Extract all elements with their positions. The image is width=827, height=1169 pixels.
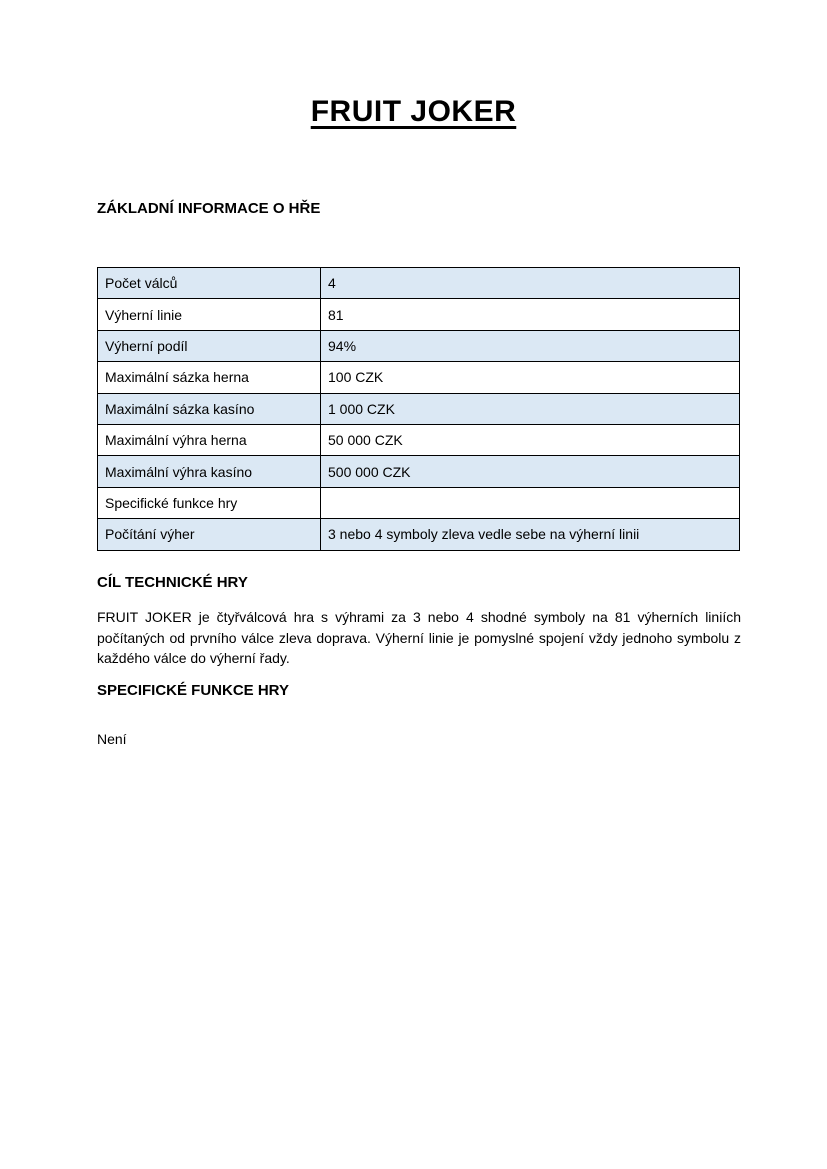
table-row	[98, 393, 740, 424]
document-title-row	[0, 95, 827, 129]
table-row	[98, 268, 740, 299]
row-label-cell: Výherní linie	[98, 299, 321, 330]
row-value-cell: 3 nebo 4 symboly zleva vedle sebe na výherní linii	[321, 519, 740, 550]
row-value-cell: 100 CZK	[321, 362, 740, 393]
row-value-cell: 4	[321, 268, 740, 299]
heading-basic-info: ZÁKLADNÍ INFORMACE O HŘE	[97, 200, 321, 217]
table-row	[98, 330, 740, 361]
row-label-cell: Výherní podíl	[98, 330, 321, 361]
row-value-cell: 1 000 CZK	[321, 393, 740, 424]
row-label-cell: Maximální výhra herna	[98, 424, 321, 455]
table-row	[98, 519, 740, 550]
row-label-cell: Maximální výhra kasíno	[98, 456, 321, 487]
table-row	[98, 299, 740, 330]
table-row	[98, 487, 740, 518]
row-value-cell: 94%	[321, 330, 740, 361]
game-info-table	[97, 267, 740, 551]
table-row	[98, 362, 740, 393]
row-label-cell: Počet válců	[98, 268, 321, 299]
row-value-cell: 50 000 CZK	[321, 424, 740, 455]
row-label-cell: Specifické funkce hry	[98, 487, 321, 518]
heading-specific-functions: SPECIFICKÉ FUNKCE HRY	[97, 682, 289, 699]
heading-goal: CÍL TECHNICKÉ HRY	[97, 574, 248, 591]
table-row	[98, 456, 740, 487]
row-value-cell: 81	[321, 299, 740, 330]
page-title: FRUIT JOKER	[310, 95, 517, 128]
table-row	[98, 424, 740, 455]
row-label-cell: Počítání výher	[98, 519, 321, 550]
row-label-cell: Maximální sázka herna	[98, 362, 321, 393]
game-info-table-body	[98, 268, 740, 551]
goal-paragraph: FRUIT JOKER je čtyřválcová hra s výhrami za 3 nebo 4 shodné symboly na 81 výherních liniích počítaných od prvního válce zleva doprava. Výherní linie je pomyslné spojení vždy jednoho symbolu z každého válce do výherní řady.	[97, 609, 741, 666]
specific-functions-body: Není	[97, 731, 127, 747]
row-value-cell: 500 000 CZK	[321, 456, 740, 487]
row-label-cell: Maximální sázka kasíno	[98, 393, 321, 424]
row-value-cell	[321, 487, 740, 518]
